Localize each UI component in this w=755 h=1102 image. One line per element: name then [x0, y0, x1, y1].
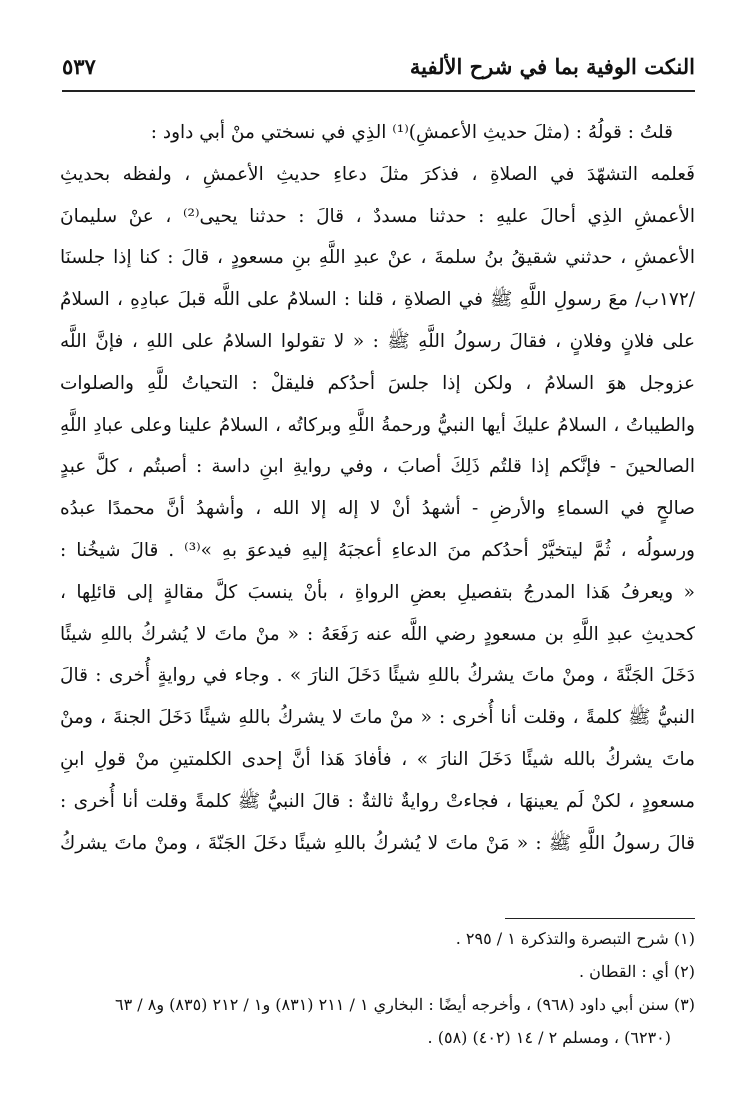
footnote-continuation: (٦٢٣٠) ، ومسلم ٢ / ١٤ (٤٠٢) (٥٨) . — [427, 1028, 671, 1047]
text-line: ورسولُه ، ثُمَّ ليتخيَّرْ أحدُكم منَ الدعاءِ أعجبَهُ إليهِ فيدعوَ بهِ »⁽³⁾ . قالَ شيخُنا : — [60, 539, 695, 561]
main-text — [60, 112, 695, 864]
text-line: الصالحينَ - فإنَّكم إذا قلتُم ذَلِكَ أصابَ ، وفي روايةِ ابنِ داسة : أصبتُم ، كلَّ عبدٍ — [60, 456, 695, 478]
running-header — [62, 52, 695, 86]
footnote: (٣) سنن أبي داود (٩٦٨) ، وأخرجه أيضًا : البخاري ١ / ٢١١ (٨٣١) و١ / ٢١٢ (٨٣٥) و٨ / ٦٣ — [114, 995, 695, 1014]
text-line: كحديثِ عبدِ اللَّهِ بن مسعودٍ رضي اللَّه عنه رَفَعَهُ : « منْ ماتَ لا يُشركُ باللهِ شيئًا — [60, 623, 695, 645]
page-number: ٥٣٧ — [62, 54, 96, 79]
text-line: النبيُّ ﷺ كلمةً ، وقلت أنا أُخرى : « منْ ماتَ لا يشركُ باللهِ شيئًا دَخَلَ الجنةَ ، ومنْ — [60, 707, 695, 729]
text-line: ماتَ يشركُ بالله شيئًا دَخَلَ النارَ » ، فأفادَ هَذا أنَّ إحدى الكلمتينِ منْ قولِ ابنِ — [60, 748, 695, 770]
text-line: فَعلمه التشهّدَ في الصلاةِ ، فذكرَ مثلَ دعاءِ حديثِ الأعمشِ ، ولفظه بحديثِ — [60, 163, 695, 185]
text-line: قالَ رسولُ اللَّهِ ﷺ : « مَنْ ماتَ لا يُشركُ باللهِ شيئًا دخَلَ الجَنّةَ ، ومنْ ماتَ يشركُ — [60, 832, 695, 854]
header-rule — [62, 90, 695, 92]
footnotes — [60, 922, 695, 1054]
text-line: « ويعرفُ هَذا المدرجُ بتفصيلِ بعضِ الرواةِ ، بأنْ ينسبَ كلَّ مقالةٍ إلى قائلِها ، — [60, 581, 695, 603]
footnote-separator — [505, 918, 695, 919]
text-line: على فلانٍ وفلانٍ ، فقالَ رسولُ اللَّهِ ﷺ : « لا تقولوا السلامُ على اللهِ ، فإنَّ اللَّه — [60, 330, 695, 352]
text-line: قلتُ : قولُهُ : (مثلَ حديثِ الأعمشِ)⁽¹⁾ الذِي في نسختي منْ أبي داود : — [150, 122, 673, 143]
text-line: /١٧٢ب/ معَ رسولِ اللَّهِ ﷺ في الصلاةِ ، قلنا : السلامُ على اللَّه قبلَ عبادِهِ ، السلامُ — [60, 289, 695, 311]
text-line: مسعودٍ ، لكنْ لَم يعينهَا ، فجاءتْ روايةٌ ثالثةٌ : قالَ النبيُّ ﷺ كلمةً وقلت أنا أُخرى : — [60, 790, 695, 812]
text-line: الأعمشِ ، حدثني شقيقُ بنُ سلمةَ ، عنْ عبدِ اللَّهِ بنِ مسعودٍ ، قالَ : كنا إذا جلسنَا — [60, 247, 695, 269]
footnote: (١) شرح التبصرة والتذكرة ١ / ٢٩٥ . — [455, 929, 695, 948]
text-line: صالحٍ في السماءِ والأرضِ - أشهدُ أنْ لا إله إلا الله ، وأشهدُ أنَّ محمدًا عبدُه — [60, 498, 695, 520]
text-line: عزوجل هوَ السلامُ ، ولكن إذا جلسَ أحدُكم فليقلْ : التحياتُ للَّهِ والصلوات — [60, 372, 695, 394]
text-line: دَخَلَ الجَنَّةَ ، ومنْ ماتَ يشركُ باللهِ شيئًا دَخَلَ النارَ » . وجاء في روايةٍ أُخرى : قالَ — [60, 665, 695, 687]
running-header-title: النكت الوفية بما في شرح الألفية — [409, 54, 695, 79]
text-line: والطيباتُ ، السلامُ عليكَ أيها النبيُّ ورحمةُ اللَّهِ وبركاتُه ، السلامُ علينا وعلى عبادِ اللَّهِ — [60, 414, 695, 436]
footnote: (٢) أي : القطان . — [578, 962, 695, 981]
text-line: الأعمشِ الذِي أحالَ عليهِ : حدثنا مسددٌ ، قالَ : حدثنا يحيى⁽²⁾ ، عنْ سليمانَ — [60, 205, 695, 227]
